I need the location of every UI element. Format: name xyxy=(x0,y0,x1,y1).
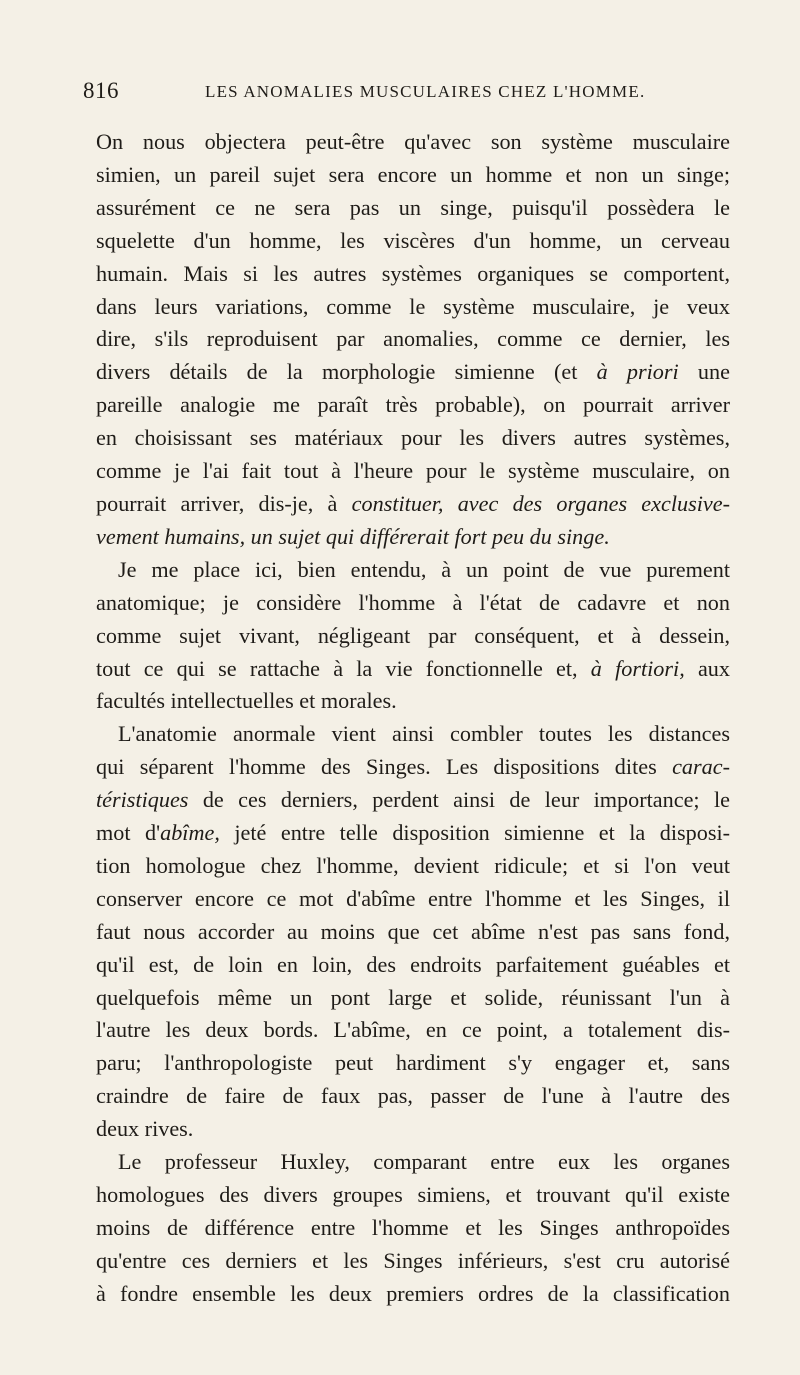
text-line: l'autre les deux bords. L'abîme, en ce point, a totalement dis- xyxy=(96,1017,730,1043)
text-line: paru; l'anthropologiste peut hardiment s'y engager et, sans xyxy=(96,1050,730,1076)
text-line: craindre de faire de faux pas, passer de l'une à l'autre des xyxy=(96,1083,730,1109)
page-header xyxy=(83,78,743,108)
italic-run: constituer, avec des organes exclusive- xyxy=(351,490,730,516)
text-line xyxy=(96,751,730,784)
text-line: qu'entre ces derniers et les Singes inférieurs, s'est cru autorisé xyxy=(96,1247,730,1273)
text-line xyxy=(96,521,730,554)
text-run: qui séparent l'homme des Singes. Les dispositions dites xyxy=(96,754,657,780)
running-title: LES ANOMALIES MUSCULAIRES CHEZ L'HOMME. xyxy=(205,82,646,101)
italic-run: abîme, xyxy=(160,820,220,846)
text-run: tout ce qui se rattache à la vie fonctionnelle et, xyxy=(96,655,591,681)
text-line: dans leurs variations, comme le système musculaire, je veux xyxy=(96,293,730,319)
text-line: comme je l'ai fait tout à l'heure pour le système musculaire, on xyxy=(96,458,730,484)
text-line: moins de différence entre l'homme et les Singes anthropoïdes xyxy=(96,1214,730,1240)
italic-run: carac- xyxy=(672,754,730,780)
text-run: une xyxy=(678,359,730,385)
text-line: squelette d'un homme, les viscères d'un homme, un cerveau xyxy=(96,227,730,253)
italic-run: téristiques xyxy=(96,787,189,813)
text-line: dire, s'ils reproduisent par anomalies, comme ce dernier, les xyxy=(96,326,730,352)
italic-run: vement humains, un sujet qui différerait fort peu du singe. xyxy=(96,523,610,549)
text-line: homologues des divers groupes simiens, et trouvant qu'il existe xyxy=(96,1182,730,1207)
text-run: aux xyxy=(684,655,730,681)
text-line xyxy=(96,488,730,521)
text-line: deux rives. xyxy=(96,1116,194,1142)
text-line: tion homologue chez l'homme, devient ridicule; et si l'on veut xyxy=(96,852,730,878)
text-line: facultés intellectuelles et morales. xyxy=(96,688,397,714)
text-line: Le professeur Huxley, comparant entre eux les organes xyxy=(118,1149,730,1175)
italic-run: à fortiori, xyxy=(590,655,685,681)
text-line xyxy=(96,356,730,389)
text-line: pareille analogie me paraît très probable), on pourrait arriver xyxy=(96,392,730,418)
text-line xyxy=(96,817,730,850)
text-line: Je me place ici, bien entendu, à un point de vue purement xyxy=(118,556,730,582)
text-line: quelquefois même un pont large et solide, réunissant l'un à xyxy=(96,984,730,1010)
text-run: jeté entre telle disposition simienne et la disposi- xyxy=(219,820,730,846)
text-run: divers détails de la morphologie simienne (et xyxy=(96,359,597,385)
text-line: L'anatomie anormale vient ainsi combler toutes les distances xyxy=(118,721,730,747)
text-run: pourrait arriver, dis-je, à xyxy=(96,490,352,516)
text-run: mot d' xyxy=(96,820,161,846)
text-line: à fondre ensemble les deux premiers ordres de la classification xyxy=(96,1280,730,1306)
text-line: anatomique; je considère l'homme à l'état de cadavre et non xyxy=(96,589,730,615)
text-line: simien, un pareil sujet sera encore un homme et non un singe; xyxy=(96,161,730,187)
italic-run: à priori xyxy=(596,359,679,385)
text-line: humain. Mais si les autres systèmes organiques se comportent, xyxy=(96,260,730,286)
page-number: 816 xyxy=(83,78,119,103)
text-line: qu'il est, de loin en loin, des endroits parfaitement guéables et xyxy=(96,951,730,977)
text-run: de ces derniers, perdent ainsi de leur importance; le xyxy=(188,787,730,813)
body-text xyxy=(96,126,730,1311)
text-line: conserver encore ce mot d'abîme entre l'homme et les Singes, il xyxy=(96,885,730,911)
text-line: en choisissant ses matériaux pour les divers autres systèmes, xyxy=(96,425,730,451)
text-line: faut nous accorder au moins que cet abîme n'est pas sans fond, xyxy=(96,918,730,944)
text-line xyxy=(96,653,730,686)
text-line: On nous objectera peut-être qu'avec son système musculaire xyxy=(96,129,730,154)
text-line xyxy=(96,784,730,817)
text-line: assurément ce ne sera pas un singe, puisqu'il possèdera le xyxy=(96,194,730,220)
text-line: comme sujet vivant, négligeant par conséquent, et à dessein, xyxy=(96,622,730,648)
